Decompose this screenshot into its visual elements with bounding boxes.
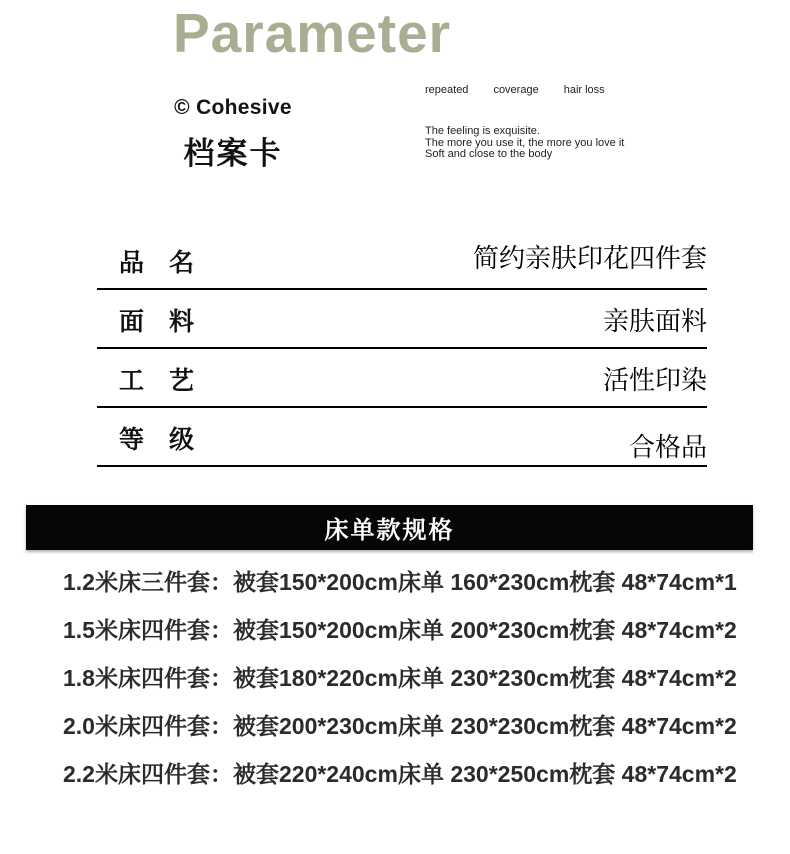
table-row — [97, 349, 707, 408]
size-list — [63, 556, 735, 796]
header-right-block — [425, 84, 645, 161]
pillow-spec: 枕套 48*74cm*2 — [569, 760, 737, 787]
keyword-list — [425, 84, 645, 96]
table-row — [97, 290, 707, 349]
size-label: 2.0米床四件套： — [63, 712, 233, 739]
sheet-spec: 床单 230*250cm — [397, 760, 570, 787]
attribute-table — [97, 231, 707, 467]
duvet-spec: 被套150*200cm — [232, 616, 398, 643]
duvet-spec: 被套150*200cm — [232, 568, 398, 595]
keyword-coverage: coverage — [493, 84, 539, 96]
attr-value-grade: 合格品 — [628, 433, 707, 462]
keyword-hair-loss: hair loss — [563, 84, 605, 96]
sheet-spec: 床单 230*230cm — [397, 664, 570, 691]
pillow-spec: 枕套 48*74cm*1 — [569, 568, 737, 595]
list-item — [63, 556, 735, 604]
list-item — [63, 748, 735, 796]
size-label: 1.2米床三件套： — [63, 568, 233, 595]
pillow-spec: 枕套 48*74cm*2 — [569, 712, 737, 739]
table-row — [97, 231, 707, 290]
duvet-spec: 被套180*220cm — [232, 664, 398, 691]
brand-name: © Cohesive — [174, 96, 292, 119]
attr-label-fabric: 面 料 — [119, 308, 195, 336]
sheet-spec: 床单 230*230cm — [397, 712, 570, 739]
attr-value-fabric: 亲肤面料 — [602, 307, 707, 336]
attr-value-craft: 活性印染 — [602, 366, 707, 395]
page-title: Parameter — [173, 2, 452, 64]
list-item — [63, 652, 735, 700]
size-label: 1.5米床四件套： — [63, 616, 233, 643]
list-item — [63, 604, 735, 652]
archive-card-label: 档案卡 — [183, 136, 283, 171]
tagline-line: The more you use it, the more you love it — [425, 136, 625, 149]
attr-label-product-name: 品 名 — [119, 249, 195, 277]
sheet-spec: 床单 160*230cm — [397, 568, 570, 595]
size-spec-banner-title: 床单款规格 — [324, 517, 455, 544]
brand-block — [172, 96, 294, 173]
size-label: 2.2米床四件套： — [63, 760, 233, 787]
attr-label-grade: 等 级 — [119, 426, 195, 454]
attr-value-product-name: 简约亲肤印花四件套 — [472, 244, 707, 273]
pillow-spec: 枕套 48*74cm*2 — [569, 616, 737, 643]
duvet-spec: 被套220*240cm — [232, 760, 398, 787]
size-spec-banner — [26, 505, 753, 550]
attr-label-craft: 工 艺 — [119, 367, 195, 395]
keyword-repeated: repeated — [425, 84, 469, 96]
table-row — [97, 408, 707, 467]
duvet-spec: 被套200*230cm — [232, 712, 398, 739]
tagline-line: The feeling is exquisite. — [425, 125, 540, 137]
size-label: 1.8米床四件套： — [63, 664, 233, 691]
list-item — [63, 700, 735, 748]
sheet-spec: 床单 200*230cm — [397, 616, 570, 643]
pillow-spec: 枕套 48*74cm*2 — [569, 664, 737, 691]
tagline — [425, 126, 645, 161]
tagline-line: Soft and close to the body — [425, 148, 553, 160]
